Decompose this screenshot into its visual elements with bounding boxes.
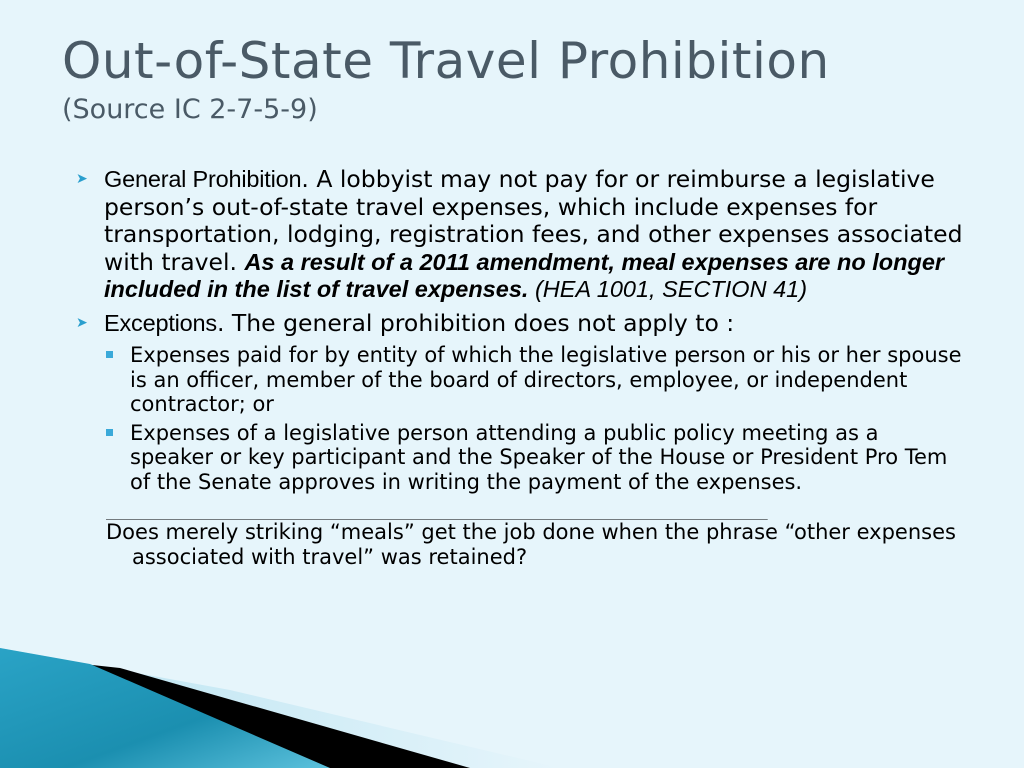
sub-bullet-item xyxy=(104,421,966,495)
slide-subtitle: (Source IC 2-7-5-9) xyxy=(62,94,318,125)
bullet-text: A lobbyist may not pay for or reimburse a legislative person’s out-of-state travel expenses, which include expenses for transportation, lodging, registration fees, and other expenses associated with travel. xyxy=(104,165,963,276)
slide-title-block xyxy=(62,32,830,125)
square-bullet-icon xyxy=(106,429,113,436)
bullet-emphasis: As a result of a 2011 amendment, meal expenses are no longer included in the list of travel expenses. xyxy=(104,248,945,302)
exceptions-sub-list xyxy=(104,343,966,494)
sub-bullet-text: Expenses paid for by entity of which the legislative person or his or her spouse is an officer, member of the board of directors, employee, or independent contractor; or xyxy=(130,343,962,416)
bullet-general-prohibition xyxy=(76,166,966,304)
bullet-text: The general prohibition does not apply to : xyxy=(224,308,735,337)
bullet-exceptions xyxy=(76,310,966,338)
bullet-label: Exceptions xyxy=(104,309,217,336)
divider-line: _______________________________________________________________ xyxy=(106,498,768,520)
bullet-label: General Prohibition xyxy=(104,166,302,192)
slide-title: Out-of-State Travel Prohibition xyxy=(62,32,830,90)
arrow-bullet-icon: ➤ xyxy=(76,171,88,187)
sub-bullet-text: Expenses of a legislative person attending a public policy meeting as a speaker or key participant and the Speaker of the House or President Pro Tem of the Senate approves in writing the payment of the expenses. xyxy=(130,420,948,494)
arrow-bullet-icon: ➤ xyxy=(76,314,88,331)
bullet-label-period: . xyxy=(216,308,225,337)
sub-bullet-item xyxy=(104,343,966,417)
square-bullet-icon xyxy=(106,351,113,358)
slide-body xyxy=(76,166,966,569)
closing-question: Does merely striking “meals” get the job done when the phrase “other expenses associated with travel” was retained? xyxy=(106,520,956,569)
bullet-citation: (HEA 1001, SECTION 41) xyxy=(528,276,808,302)
bullet-label-period: . xyxy=(301,165,309,193)
